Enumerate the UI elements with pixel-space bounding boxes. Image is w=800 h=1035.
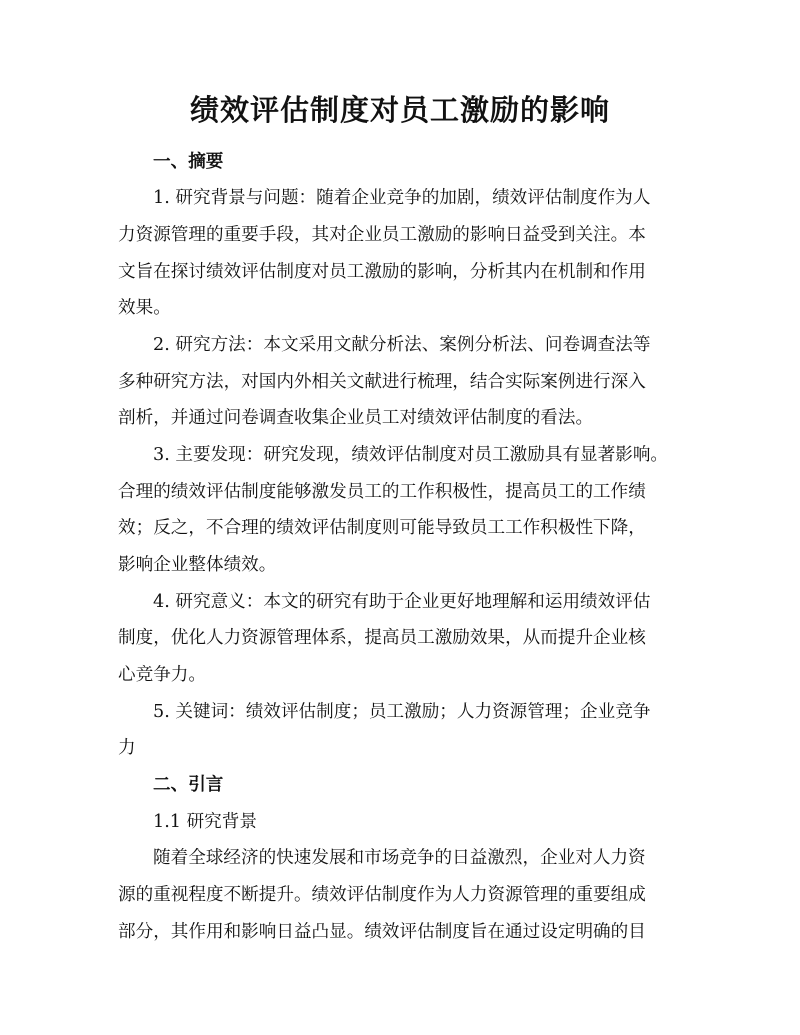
section-heading-abstract: 一、摘要 (153, 152, 224, 172)
paragraph-line: 部分，其作用和影响日益凸显。绩效评估制度旨在通过设定明确的目 (118, 922, 646, 942)
paragraph-line: 效；反之，不合理的绩效评估制度则可能导致员工工作积极性下降， (118, 518, 646, 538)
section-heading-introduction: 二、引言 (153, 775, 224, 795)
paragraph-line: 力 (118, 738, 136, 758)
subsection-heading: 1.1 研究背景 (153, 812, 257, 832)
paragraph-line: 文旨在探讨绩效评估制度对员工激励的影响，分析其内在机制和作用 (118, 262, 646, 282)
paragraph-line: 合理的绩效评估制度能够激发员工的工作积极性，提高员工的工作绩 (118, 482, 646, 502)
paragraph-line: 随着全球经济的快速发展和市场竞争的日益激烈，企业对人力资 (153, 848, 646, 868)
paragraph-line: 5. 关键词：绩效评估制度；员工激励；人力资源管理；企业竞争 (153, 702, 651, 722)
paragraph-line: 心竞争力。 (118, 665, 206, 685)
paragraph-line: 制度，优化人力资源管理体系，提高员工激励效果，从而提升企业核 (118, 628, 646, 648)
paragraph-line: 多种研究方法，对国内外相关文献进行梳理，结合实际案例进行深入 (118, 372, 646, 392)
paragraph-line: 剖析，并通过问卷调查收集企业员工对绩效评估制度的看法。 (118, 408, 594, 428)
paragraph-line: 1. 研究背景与问题：随着企业竞争的加剧，绩效评估制度作为人 (153, 188, 651, 208)
paragraph-line: 4. 研究意义：本文的研究有助于企业更好地理解和运用绩效评估 (153, 592, 651, 612)
paragraph-line: 影响企业整体绩效。 (118, 555, 277, 575)
paragraph-line: 源的重视程度不断提升。绩效评估制度作为人力资源管理的重要组成 (118, 885, 646, 905)
paragraph-line: 力资源管理的重要手段，其对企业员工激励的影响日益受到关注。本 (118, 225, 646, 245)
document-title: 绩效评估制度对员工激励的影响 (189, 93, 610, 127)
paragraph-line: 3. 主要发现：研究发现，绩效评估制度对员工激励具有显著影响。 (153, 445, 669, 465)
paragraph-line: 效果。 (118, 298, 171, 318)
paragraph-line: 2. 研究方法：本文采用文献分析法、案例分析法、问卷调查法等 (153, 335, 651, 355)
